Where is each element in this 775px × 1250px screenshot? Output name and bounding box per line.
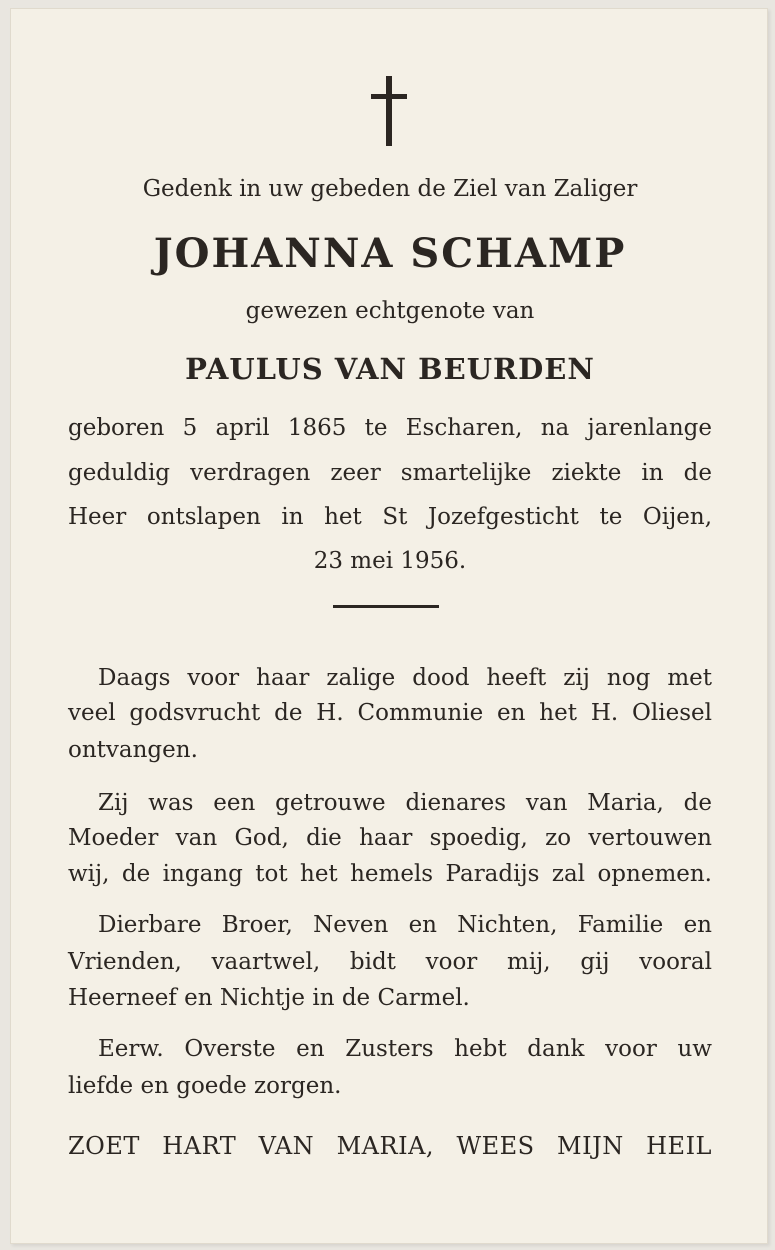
paragraph2-line-2: Moeder van God, die haar spoedig, zo vertouwen [68, 825, 712, 851]
paragraph3-line-2: Vrienden, vaartwel, bidt voor mij, gij vooral [68, 949, 712, 975]
paragraph1-line-3: ontvangen. [68, 737, 198, 763]
paragraph4-line-1: Eerw. Overste en Zusters hebt dank voor uw [98, 1036, 712, 1062]
paragraph1-line-2: veel godsvrucht de H. Communie en het H. Oliesel [68, 700, 712, 726]
paragraph3-line-3: Heerneef en Nichtje in de Carmel. [68, 985, 470, 1011]
bio-line-4: 23 mei 1956. [313, 548, 467, 574]
paragraph1-line-1: Daags voor haar zalige dood heeft zij nog met [98, 665, 712, 691]
deceased-name: JOHANNA SCHAMP [153, 230, 627, 277]
motto-text: ZOET HART VAN MARIA, WEES MIJN HEIL [68, 1132, 712, 1160]
spouse-name: PAULUS VAN BEURDEN [185, 352, 595, 386]
paragraph2-line-3: wij, de ingang tot het hemels Paradijs zal opnemen. [68, 861, 712, 887]
latin-cross-icon [371, 76, 407, 146]
divider-rule [333, 605, 439, 608]
memorial-card [10, 8, 768, 1244]
relation-text: gewezen echtgenote van [245, 298, 535, 324]
paragraph2-line-1: Zij was een getrouwe dienares van Maria, de [98, 790, 712, 816]
bio-line-1: geboren 5 april 1865 te Escharen, na jarenlange [68, 415, 712, 441]
bio-line-3: Heer ontslapen in het St Jozefgesticht te Oijen, [68, 504, 712, 530]
paragraph3-line-1: Dierbare Broer, Neven en Nichten, Familie en [98, 912, 712, 938]
paragraph4-line-2: liefde en goede zorgen. [68, 1073, 342, 1099]
intro-text: Gedenk in uw gebeden de Ziel van Zaliger [142, 176, 638, 202]
bio-line-2: geduldig verdragen zeer smartelijke ziekte in de [68, 460, 712, 486]
